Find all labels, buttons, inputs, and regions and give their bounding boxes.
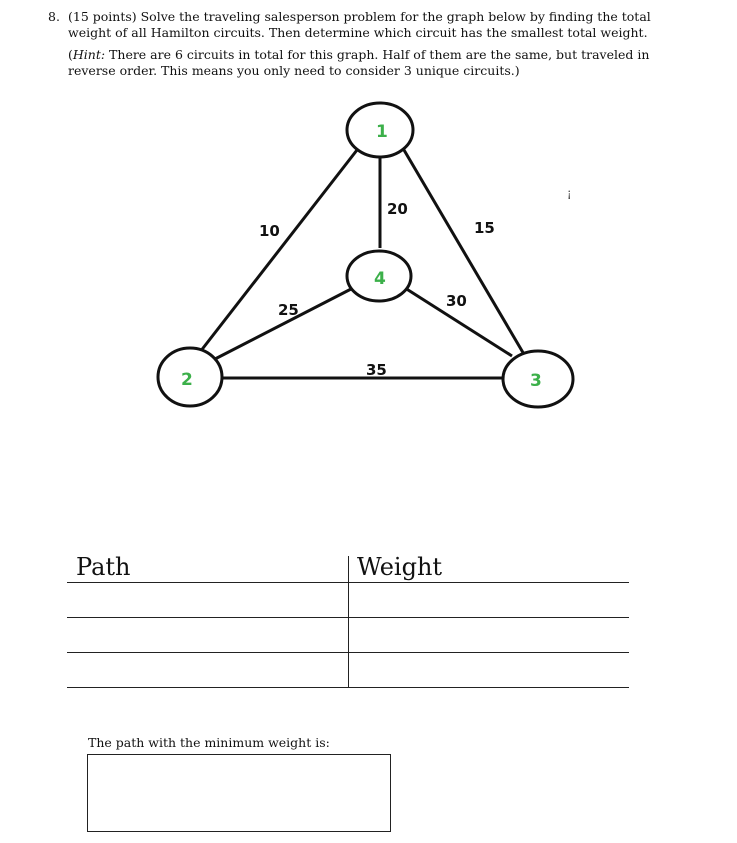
edge-4-3-weight: 30 [446,292,467,310]
table-header-weight: Weight [357,553,443,581]
path-cell[interactable] [73,626,343,646]
table-header-divider [348,556,349,582]
min-path-answer-box[interactable] [87,754,391,832]
hint-text: There are 6 circuits in total for this graph. Half of them are the same, but traveled in reverse order. This means you only need to consider 3 unique circuits.) [68,47,650,78]
weight-cell[interactable] [355,591,625,611]
edge-1-2-weight: 10 [259,222,280,240]
edge-1-3-weight: 15 [474,219,495,237]
question-number: 8. [48,9,60,24]
weight-cell[interactable] [355,626,625,646]
hint-open-paren: ( [68,47,73,62]
node-4-label: 4 [374,269,386,289]
edge-2-3-weight: 35 [366,361,387,379]
stray-mark: ¡ [567,187,572,200]
edge-4-2-weight: 25 [278,301,299,319]
edge-1-4-weight: 20 [387,200,408,218]
path-cell[interactable] [73,661,343,681]
table-rule-row-3 [67,687,629,688]
weight-cell[interactable] [355,661,625,681]
table-row[interactable] [67,653,629,687]
node-2-label: 2 [181,370,193,390]
min-path-label: The path with the minimum weight is: [88,735,330,750]
node-3-label: 3 [530,371,542,391]
edge-1-2 [200,150,357,352]
table-row[interactable] [67,583,629,617]
table-row[interactable] [67,618,629,652]
edge-4-2 [215,288,353,359]
path-cell[interactable] [73,591,343,611]
question-prompt: (15 points) Solve the traveling salesperson problem for the graph below by finding the total weight of all Hamilton circuits. Then determine which circuit has the smallest total weight. [68,9,651,40]
table-header-path: Path [76,553,131,581]
node-1-label: 1 [376,122,388,142]
hint-label: Hint: [72,47,106,62]
